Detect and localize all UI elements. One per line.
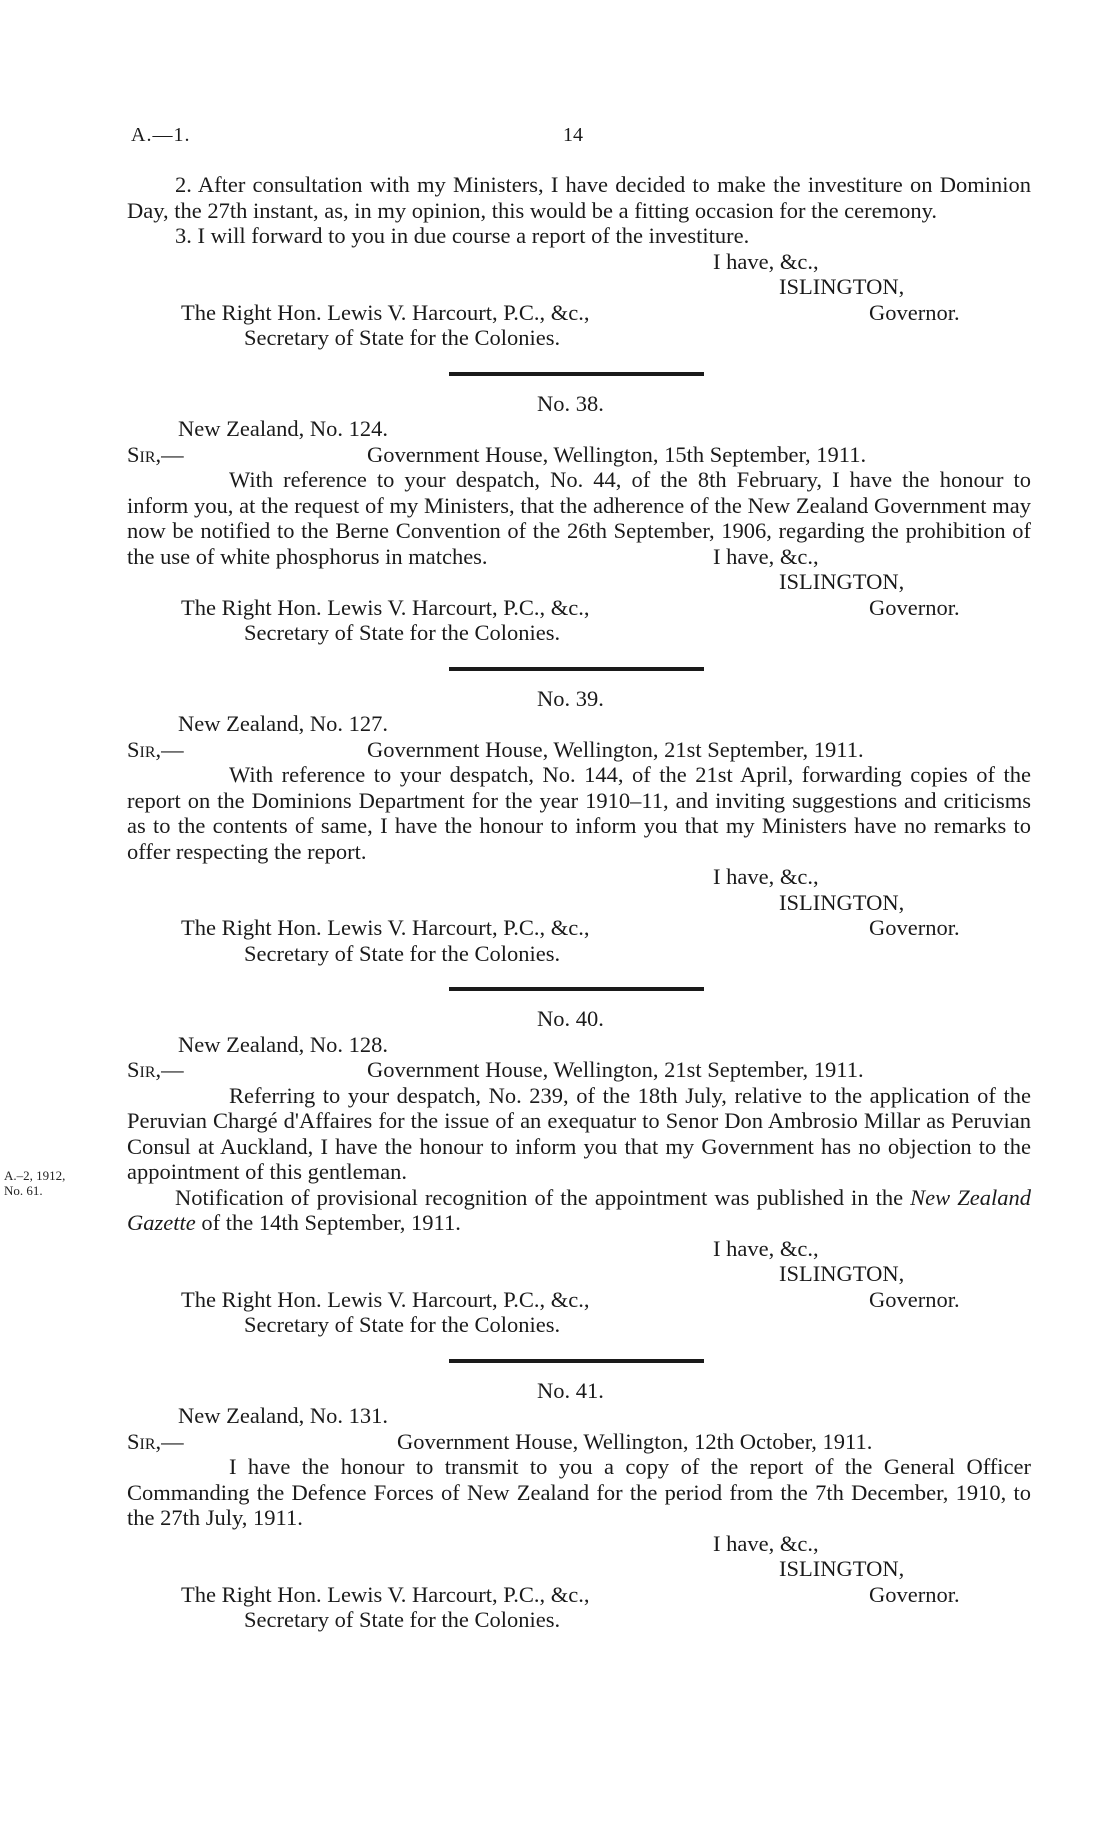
despatch-reference: New Zealand, No. 127. xyxy=(178,711,388,736)
despatch-38 xyxy=(127,391,1031,646)
salutation-line xyxy=(127,737,1031,763)
salutation: Sir,— xyxy=(127,441,184,467)
salutation: Sir,— xyxy=(127,1428,184,1454)
dateline: Government House, Wellington, 21st September, 1911. xyxy=(367,736,864,762)
closing-i-have: I have, &c., xyxy=(713,1530,819,1556)
despatch-body: Referring to your despatch, No. 239, of the 18th July, relative to the application of the Peruvian Chargé d'Affaires for the issue of an exequatur to Senor Don Ambrosio Millar as Peruvian Consul at Auckland, I have the honour to inform you that my Government has no objection to the appointment of this gentleman. xyxy=(127,1082,1031,1184)
salutation-line xyxy=(127,1429,1031,1455)
addressee-title: Secretary of State for the Colonies. xyxy=(244,325,561,350)
body-text: Notification of provisional recognition of the appointment was published in the xyxy=(175,1184,911,1210)
dateline: Government House, Wellington, 15th September, 1911. xyxy=(367,441,867,467)
addressee-title: Secretary of State for the Colonies. xyxy=(244,940,561,966)
despatch-number: No. 40. xyxy=(537,1006,604,1031)
despatch-39 xyxy=(127,686,1031,967)
addressee: The Right Hon. Lewis V. Harcourt, P.C., &c., xyxy=(181,299,590,325)
addressee-title: Secretary of State for the Colonies. xyxy=(244,620,561,645)
section-rule xyxy=(449,1359,704,1363)
despatch-body-2 xyxy=(127,1185,1031,1236)
signer-name: ISLINGTON, xyxy=(779,1261,905,1286)
address-line xyxy=(127,915,1031,941)
signer-name: ISLINGTON, xyxy=(779,889,905,915)
signer-name: ISLINGTON, xyxy=(779,1556,905,1581)
page-number: 14 xyxy=(563,124,583,146)
signer-name: ISLINGTON, xyxy=(779,569,905,594)
despatch-reference: New Zealand, No. 131. xyxy=(178,1403,388,1428)
section-rule xyxy=(449,987,704,991)
signer-title: Governor. xyxy=(869,299,960,325)
section-rule xyxy=(449,667,704,671)
despatch-reference: New Zealand, No. 128. xyxy=(178,1031,388,1057)
despatch-number: No. 38. xyxy=(537,390,604,416)
addressee-title: Secretary of State for the Colonies. xyxy=(244,1312,561,1337)
paper-reference: A.—1. xyxy=(131,124,191,146)
salutation-line xyxy=(127,1057,1031,1083)
address-line xyxy=(127,1582,1031,1608)
section-rule xyxy=(449,372,704,376)
paragraph-3: 3. I will forward to you in due course a report of the investiture. xyxy=(175,223,750,248)
despatch-number: No. 41. xyxy=(537,1377,604,1403)
addressee: The Right Hon. Lewis V. Harcourt, P.C., &c., xyxy=(181,594,590,620)
addressee-title: Secretary of State for the Colonies. xyxy=(244,1607,561,1632)
salutation-line xyxy=(127,442,1031,468)
paragraph-2: 2. After consultation with my Ministers, I have decided to make the investiture on Dominion Day, the 27th instant, as, in my opinion, this would be a fitting occasion for the ceremony. xyxy=(127,172,1031,223)
opening-continuation xyxy=(127,172,1031,351)
addressee: The Right Hon. Lewis V. Harcourt, P.C., &c., xyxy=(181,1581,590,1607)
address-line xyxy=(127,595,1031,621)
page-content xyxy=(127,172,1031,1633)
signer-title: Governor. xyxy=(869,594,960,620)
salutation: Sir,— xyxy=(127,1057,184,1082)
addressee: The Right Hon. Lewis V. Harcourt, P.C., &c., xyxy=(181,1286,590,1312)
despatch-41 xyxy=(127,1378,1031,1633)
gazette-title: New Zealand Gazette xyxy=(127,1184,1031,1235)
closing-i-have: I have, &c., xyxy=(713,864,819,889)
despatch-reference: New Zealand, No. 124. xyxy=(178,416,388,441)
signer-title: Governor. xyxy=(869,1581,960,1607)
address-line xyxy=(127,1287,1031,1313)
despatch-number: No. 39. xyxy=(537,685,604,711)
despatch-body: I have the honour to transmit to you a copy of the report of the General Officer Commanding the Defence Forces of New Zealand for the period from the 7th December, 1910, to the 27th July, 1911. xyxy=(127,1454,1031,1530)
margin-note: A.–2, 1912, No. 61. xyxy=(4,1168,66,1198)
salutation: Sir,— xyxy=(127,736,184,762)
signer-title: Governor. xyxy=(869,1286,960,1312)
dateline: Government House, Wellington, 21st September, 1911. xyxy=(367,1057,864,1082)
despatch-body: With reference to your despatch, No. 44, of the 8th February, I have the honour to inform you, at the request of my Ministers, that the adherence of the New Zealand Government may now be notified to the Berne Convention of the 26th September, 1906, regarding the prohibition of the use of white phosphorus in matches. xyxy=(127,467,1031,569)
closing-i-have: I have, &c., xyxy=(713,1235,819,1261)
address-line xyxy=(127,300,1031,326)
closing-i-have: I have, &c., xyxy=(713,543,819,569)
dateline: Government House, Wellington, 12th October, 1911. xyxy=(397,1428,873,1454)
signer-name: ISLINGTON, xyxy=(779,274,905,299)
body-text: of the 14th September, 1911. xyxy=(195,1210,461,1235)
signer-title: Governor. xyxy=(869,915,960,940)
closing-i-have: I have, &c., xyxy=(713,248,819,274)
despatch-40 xyxy=(127,1006,1031,1338)
addressee: The Right Hon. Lewis V. Harcourt, P.C., &c., xyxy=(181,915,590,940)
despatch-body: With reference to your despatch, No. 144, of the 21st April, forwarding copies of the report on the Dominions Department for the year 1910–11, and inviting suggestions and criticisms as to the contents of same, I have the honour to inform you that my Ministers have no remarks to offer respecting the report. xyxy=(127,762,1031,864)
